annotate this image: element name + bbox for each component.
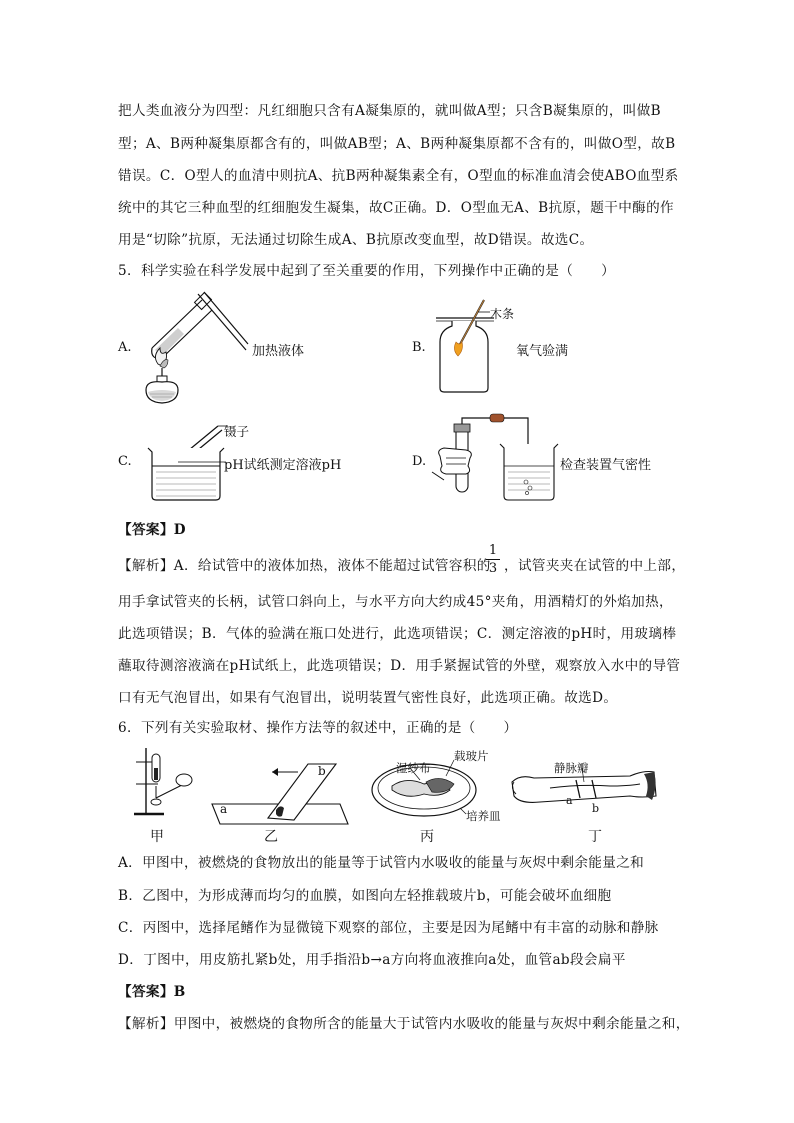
heating-liquid-figure: [138, 286, 248, 406]
jia-figure: [128, 744, 198, 820]
vein-valve-label: 静脉瓣: [554, 761, 589, 775]
analysis-first-post: ，试管夹夹在试管的中上部，: [504, 558, 686, 574]
question-5-stem: 5．科学实验在科学发展中起到了至关重要的作用，下列操作中正确的是（ ）: [118, 263, 616, 279]
petri-dish-label: 培养皿: [466, 809, 501, 823]
text-line: 错误。C．O型人的血清中则抗A、抗B两种凝集素全有，O型血的标准血清会使ABO血型系: [118, 168, 679, 184]
question-5-answer: 【答案】D: [118, 522, 186, 538]
ph-test-figure: [146, 420, 232, 502]
text-line: 型；A、B两种凝集原都含有的，叫做AB型；A、B两种凝集原都不含有的，叫做O型，故B: [118, 136, 676, 152]
option-c-letter: C.: [118, 454, 132, 469]
option-b-label: 氧气验满: [516, 344, 569, 359]
option-c-label: pH试纸测定溶液pH: [224, 458, 342, 473]
option-a-letter: A.: [118, 340, 132, 355]
option-b-letter: B.: [412, 340, 426, 355]
arm-b-label: b: [592, 802, 600, 815]
option-a-label: 加热液体: [252, 344, 305, 359]
figure-label-ding: 丁: [588, 829, 602, 845]
wet-gauze-label: 湿纱布: [396, 761, 431, 775]
fraction-denominator: 3: [488, 561, 498, 576]
text-line: 蘸取待测溶液滴在pH试纸上，此选项错误；D．用手紧握试管的外壁，观察放入水中的导管: [118, 658, 681, 674]
airtightness-figure: [432, 410, 560, 502]
figure-label-bing: 丙: [420, 829, 434, 845]
question-6-answer: 【答案】B: [118, 984, 186, 1000]
tweezers-callout: 镊子: [224, 424, 250, 439]
slide-a-label: a: [220, 802, 228, 816]
question-6-stem: 6．下列有关实验取材、操作方法等的叙述中，正确的是（ ）: [118, 720, 518, 736]
option-b: B．乙图中，为形成薄而均匀的血膜，如图向左轻推载玻片b，可能会破坏血细胞: [118, 888, 612, 904]
option-a: A．甲图中，被燃烧的食物放出的能量等于试管内水吸收的能量与灰烬中剩余能量之和: [118, 855, 645, 871]
text-line: 用手拿试管夹的长柄，试管口斜向上，与水平方向大约成45°夹角，用酒精灯的外焰加热，: [118, 594, 674, 610]
figure-label-jia: 甲: [150, 829, 164, 845]
option-d-label: 检查装置气密性: [560, 458, 652, 473]
analysis-first-pre: 【解析】A．给试管中的液体加热，液体不能超过试管容积的: [118, 558, 491, 574]
option-c: C．丙图中，选择尾鳍作为显微镜下观察的部位，主要是因为尾鳍中有丰富的动脉和静脉: [118, 920, 659, 936]
wood-stick-callout: 木条: [490, 307, 515, 321]
option-d-letter: D.: [412, 454, 427, 469]
yi-figure: [208, 748, 348, 828]
option-d: D．丁图中，用皮筋扎紧b处，用手指沿b→a方向将血液推向a处，血管ab段会扁平: [118, 952, 626, 968]
text-line: 用是“切除”抗原，无法通过切除生成A、B抗原改变血型，故D错误。故选C。: [118, 232, 594, 248]
glass-slide-label: 载玻片: [454, 749, 489, 763]
text-line: 统中的其它三种血型的红细胞发生凝集，故C正确。D．O型血无A、B抗原，题干中酶的作: [118, 200, 674, 216]
arm-a-label: a: [566, 794, 573, 807]
fraction-numerator: 1: [488, 543, 498, 558]
slide-b-label: b: [318, 764, 326, 778]
fraction-one-third: [486, 543, 500, 576]
text-line: 此选项错误；B．气体的验满在瓶口处进行，此选项错误；C．测定溶液的pH时，用玻璃棒: [118, 626, 677, 642]
text-line: 口有无气泡冒出，如果有气泡冒出，说明装置气密性良好，此选项正确。故选D。: [118, 690, 618, 706]
text-line: 把人类血液分为四型：凡红细胞只含有A凝集原的，就叫做A型；只含B凝集原的，叫做B: [118, 103, 661, 119]
figure-label-yi: 乙: [264, 829, 278, 845]
question-6-analysis: 【解析】甲图中，被燃烧的食物所含的能量大于试管内水吸收的能量与灰烬中剩余能量之和，: [118, 1016, 690, 1032]
